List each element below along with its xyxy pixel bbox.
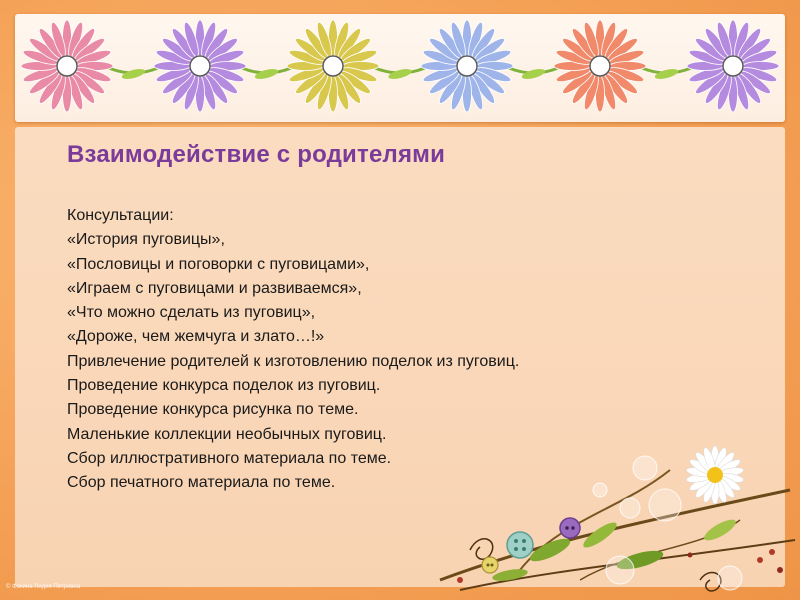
slide-title: Взаимодействие с родителями	[67, 141, 446, 168]
flower-garland	[15, 14, 785, 122]
body-line: Проведение конкурса рисунка по теме.	[67, 401, 359, 419]
body-line: Сбор иллюстративного материала по теме.	[67, 449, 392, 467]
body-line: «Дороже, чем жемчуга и злато…!»	[67, 328, 325, 346]
body-line: Привлечение родителей к изготовлению поделок из пуговиц.	[67, 352, 520, 370]
body-line: «Пословицы и поговорки с пуговицами»,	[67, 255, 370, 273]
flower-icon	[154, 20, 246, 112]
decor-corner	[400, 430, 800, 600]
flower-icon	[687, 20, 779, 112]
garland-leaf	[521, 67, 546, 81]
flower-icon	[287, 20, 379, 112]
daisy-icon	[686, 446, 745, 504]
garland-leaf	[654, 67, 679, 81]
body-line: Маленькие коллекции необычных пуговиц.	[67, 425, 387, 443]
garland-leaf	[121, 67, 146, 81]
garland-leaf	[254, 67, 279, 81]
flower-icon	[21, 20, 113, 112]
body-line: Проведение конкурса поделок из пуговиц.	[67, 377, 381, 395]
flower-icon	[554, 20, 646, 112]
flower-banner	[15, 14, 785, 122]
button-icon	[482, 557, 498, 573]
body-line: «Что можно сделать из пуговиц»,	[67, 304, 316, 322]
body-line: «История пуговицы»,	[67, 231, 225, 249]
flower-icon	[421, 20, 513, 112]
body-line: Сбор печатного материала по теме.	[67, 474, 336, 492]
garland-leaf	[387, 67, 412, 81]
button-icon	[560, 518, 580, 538]
body-line: «Играем с пуговицами и развиваемся»,	[67, 279, 362, 297]
body-line: Консультации:	[67, 207, 174, 224]
copyright-text: © Фокина Лидия Петровна	[6, 584, 81, 590]
button-icon	[507, 532, 533, 558]
